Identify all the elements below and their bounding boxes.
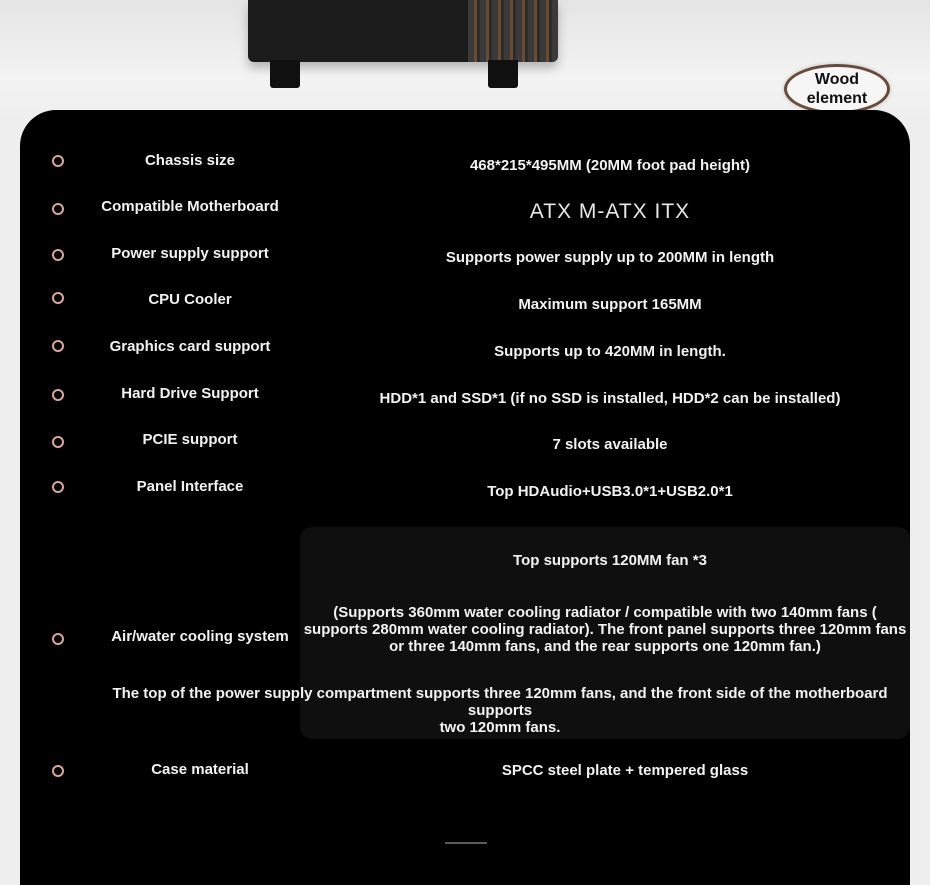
spec-value: ATX M-ATX ITX [529, 200, 691, 223]
spec-label: Air/water cooling system [111, 628, 289, 645]
spec-value: Top HDAudio+USB3.0*1+USB2.0*1 [487, 483, 733, 500]
bullet-icon [52, 633, 64, 645]
case-foot-right [488, 60, 518, 88]
cooling-radiator-note [300, 604, 910, 655]
bullet-icon [52, 436, 64, 448]
spec-value: Supports up to 420MM in length. [494, 343, 726, 360]
spec-label: Compatible Motherboard [101, 198, 279, 215]
cooling-top-fans: Top supports 120MM fan *3 [513, 552, 707, 569]
spec-label: Chassis size [144, 152, 236, 169]
bullet-icon [52, 340, 64, 352]
bullet-icon [52, 203, 64, 215]
wood-slats [468, 0, 558, 62]
cooling-radiator-line-2: supports 280mm water cooling radiator). The front panel supports three 120mm fans [303, 621, 907, 638]
spec-label: Hard Drive Support [121, 385, 259, 402]
spec-value: Supports power supply up to 200MM in length [445, 249, 775, 266]
spec-value: 468*215*495MM (20MM foot pad height) [469, 157, 751, 174]
cooling-psu-compartment-note [90, 685, 910, 736]
spec-label: Graphics card support [109, 338, 271, 355]
spec-label: Power supply support [111, 245, 269, 262]
badge-line-2: element [806, 90, 868, 107]
bullet-icon [52, 292, 64, 304]
spec-label: Case material [151, 761, 249, 778]
spec-value: 7 slots available [552, 436, 668, 453]
pc-case-image [248, 0, 558, 62]
spec-value: SPCC steel plate + tempered glass [501, 762, 749, 779]
cooling-psu-line-1: The top of the power supply compartment supports three 120mm fans, and the front side of the motherboard supports [112, 685, 888, 719]
cooling-psu-line-2: two 120mm fans. [439, 719, 561, 736]
badge-line-1: Wood [814, 71, 860, 88]
bullet-icon [52, 249, 64, 261]
cooling-radiator-line-1: (Supports 360mm water cooling radiator / compatible with two 140mm fans ( [333, 604, 877, 621]
spec-label: PCIE support [142, 431, 238, 448]
bullet-icon [52, 155, 64, 167]
spec-label: Panel Interface [136, 478, 244, 495]
spec-value: Maximum support 165MM [518, 296, 702, 313]
spec-label: CPU Cooler [148, 291, 232, 308]
spec-value: HDD*1 and SSD*1 (if no SSD is installed, HDD*2 can be installed) [379, 390, 841, 407]
divider-line [445, 842, 487, 844]
bullet-icon [52, 389, 64, 401]
bullet-icon [52, 481, 64, 493]
bullet-icon [52, 765, 64, 777]
cooling-radiator-line-3: or three 140mm fans, and the rear supports one 120mm fan.) [389, 638, 821, 655]
case-foot-left [270, 60, 300, 88]
wood-element-badge [784, 64, 890, 114]
